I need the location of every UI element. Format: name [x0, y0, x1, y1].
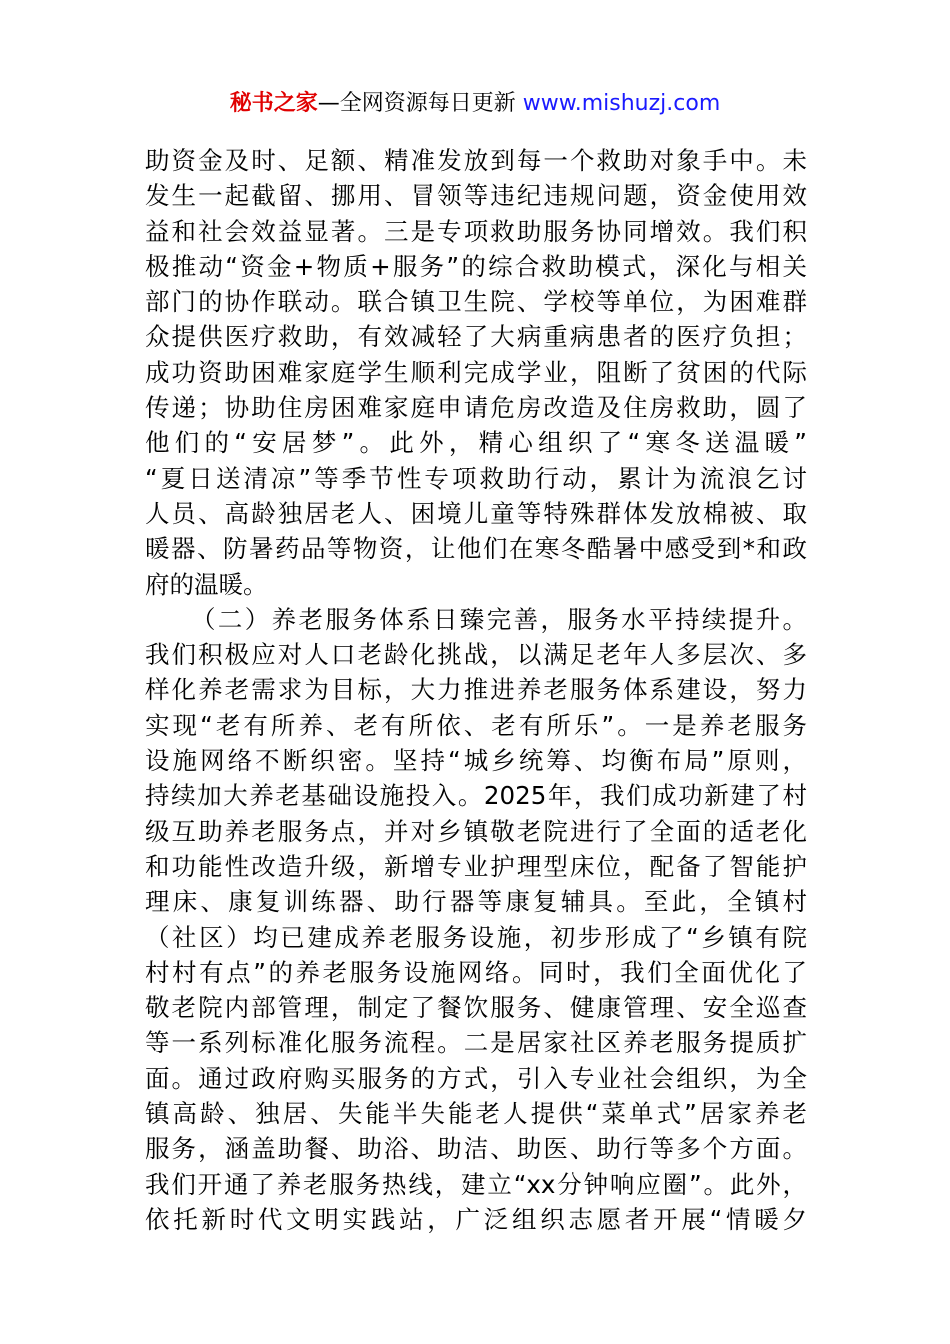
page-header	[0, 88, 950, 120]
document-body	[145, 143, 807, 1237]
text-line: 服务，涵盖助餐、助浴、助洁、助医、助行等多个方面。	[145, 1134, 807, 1164]
site-url-link[interactable]: www.mishuzj.com	[522, 91, 721, 116]
text-line: 依托新时代文明实践站，广泛组织志愿者开展“情暖夕	[145, 1204, 807, 1234]
text-line: 实现“老有所养、老有所依、老有所乐”。一是养老服务	[145, 710, 807, 740]
text-line: 敬老院内部管理，制定了餐饮服务、健康管理、安全巡查	[145, 993, 807, 1023]
text-line: 助资金及时、足额、精准发放到每一个救助对象手中。未	[145, 146, 807, 175]
text-line: 部门的协作联动。联合镇卫生院、学校等单位，为困难群	[145, 287, 807, 317]
text-line: 镇高龄、独居、失能半失能老人提供“菜单式”居家养老	[145, 1099, 807, 1129]
text-line: 人员、高龄独居老人、困境儿童等特殊群体发放棉被、取	[145, 498, 807, 528]
text-line: 我们开通了养老服务热线，建立“xx分钟响应圈”。此外，	[145, 1169, 807, 1199]
text-line: 面。通过政府购买服务的方式，引入专业社会组织，为全	[145, 1063, 807, 1093]
site-tagline: —全网资源每日更新	[317, 91, 516, 116]
text-line: 众提供医疗救助，有效减轻了大病重病患者的医疗负担；	[145, 322, 807, 352]
paragraph-end-line: 府的温暖。	[145, 569, 268, 599]
text-line: 传递；协助住房困难家庭申请危房改造及住房救助，圆了	[145, 393, 807, 423]
text-line: 级互助养老服务点，并对乡镇敬老院进行了全面的适老化	[145, 816, 807, 846]
text-line: 他们的“安居梦”。此外，精心组织了“寒冬送温暖”	[145, 428, 807, 458]
text-line: 发生一起截留、挪用、冒领等违纪违规问题，资金使用效	[145, 181, 807, 211]
section-heading-line: （二）养老服务体系日臻完善，服务水平持续提升。	[191, 604, 807, 634]
text-line: 设施网络不断织密。坚持“城乡统筹、均衡布局”原则，	[145, 746, 807, 776]
text-line: 益和社会效益显著。三是专项救助服务协同增效。我们积	[145, 216, 807, 246]
text-line: 成功资助困难家庭学生顺利完成学业，阻断了贫困的代际	[145, 357, 807, 387]
text-line: 我们积极应对人口老龄化挑战，以满足老年人多层次、多	[145, 640, 807, 670]
text-line: 样化养老需求为目标，大力推进养老服务体系建设，努力	[145, 675, 807, 705]
site-brand: 秘书之家	[229, 91, 318, 116]
text-line: 等一系列标准化服务流程。二是居家社区养老服务提质扩	[145, 1028, 807, 1058]
text-line: 持续加大养老基础设施投入。2025年，我们成功新建了村	[145, 781, 807, 811]
text-line: “夏日送清凉”等季节性专项救助行动，累计为流浪乞讨	[145, 463, 807, 493]
text-line: 和功能性改造升级，新增专业护理型床位，配备了智能护	[145, 851, 807, 881]
text-line: （社区）均已建成养老服务设施，初步形成了“乡镇有院	[145, 922, 807, 952]
text-line: 村村有点”的养老服务设施网络。同时，我们全面优化了	[145, 957, 807, 987]
text-line: 暖器、防暑药品等物资，让他们在寒冬酷暑中感受到*和政	[145, 534, 807, 564]
text-line: 理床、康复训练器、助行器等康复辅具。至此，全镇村	[145, 887, 807, 917]
text-line: 极推动“资金+物质+服务”的综合救助模式，深化与相关	[145, 251, 807, 281]
